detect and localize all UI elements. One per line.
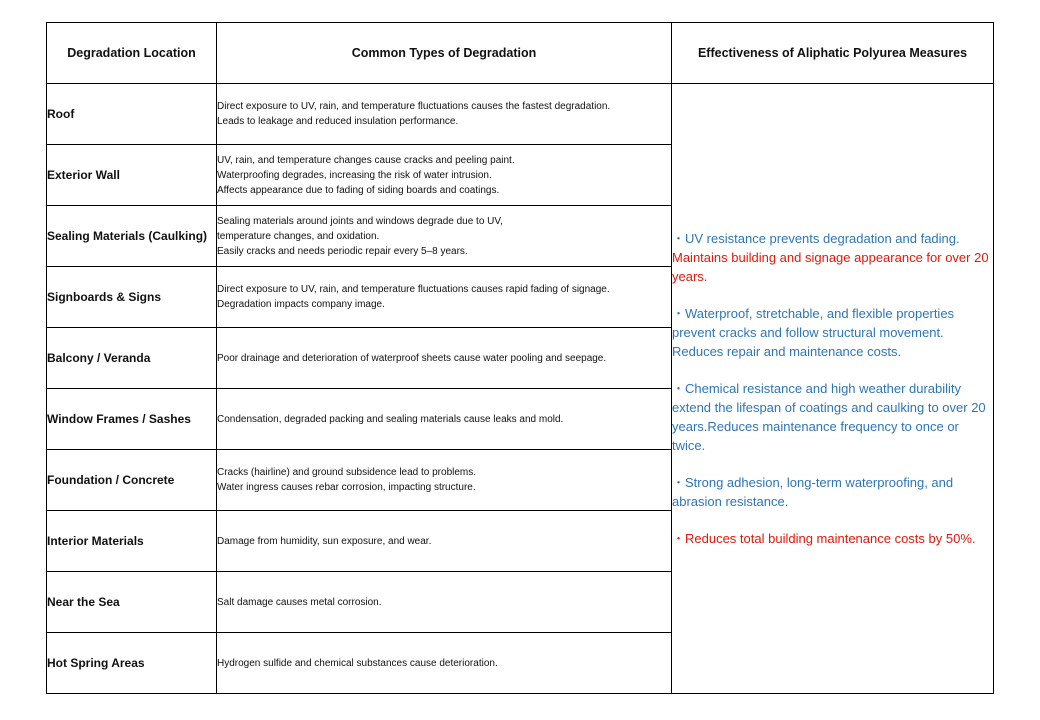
- degradation-table: [46, 22, 994, 694]
- description-line: Poor drainage and deterioration of waterproof sheets cause water pooling and seepage.: [217, 352, 607, 364]
- effect-chemical-resistance: ・Chemical resistance and high weather durability extend the lifespan of coatings and caulking to over 20 years.Reduces maintenance frequency to once or twice.: [672, 381, 986, 453]
- header-effectiveness: Effectiveness of Aliphatic Polyurea Measures: [672, 23, 994, 84]
- table-row: [47, 84, 994, 145]
- description-line: Degradation impacts company image.: [217, 299, 385, 310]
- description-line: Sealing materials around joints and windows degrade due to UV,: [217, 215, 503, 227]
- description-line: Hydrogen sulfide and chemical substances cause deterioration.: [217, 657, 498, 669]
- description-cell: [217, 450, 672, 511]
- location-cell: Window Frames / Sashes: [47, 389, 217, 450]
- description-cell: [217, 145, 672, 206]
- location-cell: Roof: [47, 84, 217, 145]
- description-line: UV, rain, and temperature changes cause cracks and peeling paint.: [217, 154, 515, 166]
- header-types: Common Types of Degradation: [217, 23, 672, 84]
- description-line: Condensation, degraded packing and sealing materials cause leaks and mold.: [217, 413, 564, 425]
- description-line: Damage from humidity, sun exposure, and wear.: [217, 535, 432, 547]
- table-header-row: [47, 23, 994, 84]
- location-cell: Interior Materials: [47, 511, 217, 572]
- location-cell: Sealing Materials (Caulking): [47, 206, 217, 267]
- location-cell: Exterior Wall: [47, 145, 217, 206]
- description-cell: [217, 206, 672, 267]
- location-cell: Signboards & Signs: [47, 267, 217, 328]
- description-line: Direct exposure to UV, rain, and temperature fluctuations causes the fastest degradation.: [217, 101, 611, 112]
- description-line: Salt damage causes metal corrosion.: [217, 596, 382, 608]
- description-line: Easily cracks and needs periodic repair every 5–8 years.: [217, 245, 468, 257]
- header-location: Degradation Location: [47, 23, 217, 84]
- description-cell: [217, 633, 672, 694]
- effect-waterproof: ・Waterproof, stretchable, and flexible properties prevent cracks and follow structural movement. Reduces repair and maintenance costs.: [672, 306, 955, 359]
- effect-text-blue: ・UV resistance prevents degradation and fading.: [672, 231, 960, 246]
- location-cell: Hot Spring Areas: [47, 633, 217, 694]
- description-line: Affects appearance due to fading of siding boards and coatings.: [217, 184, 500, 196]
- description-cell: [217, 511, 672, 572]
- description-line: Direct exposure to UV, rain, and temperature fluctuations causes rapid fading of signage.: [217, 284, 610, 295]
- effect-adhesion: ・Strong adhesion, long-term waterproofing, and abrasion resistance.: [672, 475, 954, 509]
- description-cell: [217, 389, 672, 450]
- description-cell: [217, 267, 672, 328]
- description-line: Cracks (hairline) and ground subsidence lead to problems.: [217, 467, 477, 478]
- description-cell: [217, 84, 672, 145]
- description-line: temperature changes, and oxidation.: [217, 230, 380, 242]
- location-cell: Near the Sea: [47, 572, 217, 633]
- description-cell: [217, 572, 672, 633]
- location-cell: Foundation / Concrete: [47, 450, 217, 511]
- effect-text-red: Maintains building and signage appearance for over 20 years.: [672, 250, 989, 284]
- location-cell: Balcony / Veranda: [47, 328, 217, 389]
- description-cell: [217, 328, 672, 389]
- description-line: Waterproofing degrades, increasing the risk of water intrusion.: [217, 169, 492, 181]
- effect-cost-reduction: ・Reduces total building maintenance costs by 50%.: [672, 531, 976, 546]
- description-line: Water ingress causes rebar corrosion, impacting structure.: [217, 482, 476, 493]
- description-line: Leads to leakage and reduced insulation performance.: [217, 116, 459, 127]
- effectiveness-cell: [672, 84, 994, 694]
- effect-uv-resistance: [672, 229, 993, 286]
